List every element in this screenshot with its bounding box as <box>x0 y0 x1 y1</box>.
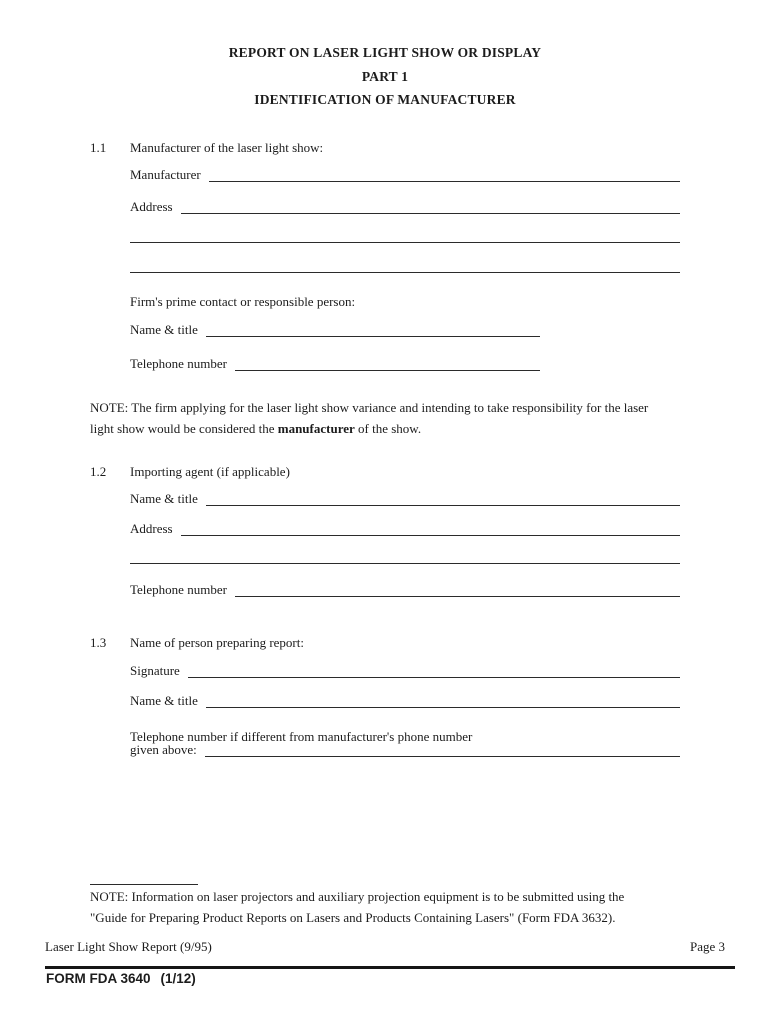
section-1-3-heading <box>90 635 710 651</box>
given-above-label: given above: <box>130 742 197 757</box>
note-manufacturer-line1: NOTE: The firm applying for the laser light show variance and intending to take responsibility for the laser <box>90 400 649 415</box>
field-row-telephone-1-1 <box>130 355 540 371</box>
address-continuation-line-1[interactable] <box>130 242 680 243</box>
name-title-input-line[interactable] <box>206 490 680 506</box>
footer-rule <box>45 966 735 969</box>
form-number-block <box>46 971 196 986</box>
name-title-input-line[interactable] <box>206 692 680 708</box>
name-title-label: Name & title <box>130 491 198 506</box>
field-row-name-title-1-1 <box>130 321 540 337</box>
telephone-if-different-label: Telephone number if different from manufacturer's phone number <box>130 729 473 744</box>
page-footer <box>45 939 725 955</box>
form-number: FORM FDA 3640 <box>46 971 151 986</box>
telephone-input-line[interactable] <box>235 581 680 597</box>
form-subtitle: IDENTIFICATION OF MANUFACTURER <box>254 92 516 107</box>
telephone-label: Telephone number <box>130 356 227 371</box>
field-row-name-title-1-2 <box>130 490 680 506</box>
note-manufacturer-line2-prefix: light show would be considered the <box>90 420 278 436</box>
section-1-1-heading <box>90 140 710 156</box>
address-label: Address <box>130 199 173 214</box>
report-identifier: Laser Light Show Report (9/95) <box>45 939 212 954</box>
name-title-label: Name & title <box>130 693 198 708</box>
address-continuation-line-2[interactable] <box>130 272 680 273</box>
field-row-manufacturer <box>130 166 680 182</box>
address-label: Address <box>130 521 173 536</box>
section-1-3-title: Name of person preparing report: <box>130 635 304 650</box>
form-revision: (1/12) <box>160 971 196 986</box>
note-manufacturer-line2 <box>90 419 685 440</box>
note-manufacturer <box>90 398 685 439</box>
contact-heading: Firm's prime contact or responsible person: <box>130 294 356 309</box>
section-1-2-number: 1.2 <box>90 464 107 479</box>
section-1-1-number: 1.1 <box>90 140 107 155</box>
section-1-2-title: Importing agent (if applicable) <box>130 464 290 479</box>
telephone-if-different-input-line[interactable] <box>205 741 680 757</box>
field-row-name-title-1-3 <box>130 692 680 708</box>
note-projectors <box>90 887 685 928</box>
telephone-label: Telephone number <box>130 582 227 597</box>
signature-label: Signature <box>130 663 180 678</box>
address-input-line[interactable] <box>181 198 680 214</box>
telephone-input-line[interactable] <box>235 355 540 371</box>
manufacturer-input-line[interactable] <box>209 166 680 182</box>
footnote-divider <box>90 884 198 885</box>
name-title-label: Name & title <box>130 322 198 337</box>
address-input-line[interactable] <box>181 520 680 536</box>
signature-input-line[interactable] <box>188 662 680 678</box>
name-title-input-line[interactable] <box>206 321 540 337</box>
field-row-given-above <box>130 741 680 757</box>
note-projectors-line1: NOTE: Information on laser projectors and auxiliary projection equipment is to be submitted using the <box>90 889 625 904</box>
manufacturer-label: Manufacturer <box>130 167 201 182</box>
note-projectors-line2: "Guide for Preparing Product Reports on Lasers and Products Containing Lasers" (Form FDA 3632). <box>90 909 616 925</box>
section-1-3-number: 1.3 <box>90 635 107 650</box>
field-row-telephone-1-2 <box>130 581 680 597</box>
field-row-address-1-1 <box>130 198 680 214</box>
page-number: Page 3 <box>689 939 725 954</box>
form-title: REPORT ON LASER LIGHT SHOW OR DISPLAY <box>228 45 542 60</box>
section-1-1-title: Manufacturer of the laser light show: <box>130 140 324 155</box>
field-row-address-1-2 <box>130 520 680 536</box>
field-row-signature <box>130 662 680 678</box>
note-manufacturer-line2-suffix: of the show. <box>354 420 422 436</box>
address-continuation-line-3[interactable] <box>130 563 680 564</box>
form-part: PART 1 <box>361 69 409 84</box>
note-manufacturer-line2-bold: manufacturer <box>277 420 355 436</box>
section-1-2-heading <box>90 464 710 480</box>
